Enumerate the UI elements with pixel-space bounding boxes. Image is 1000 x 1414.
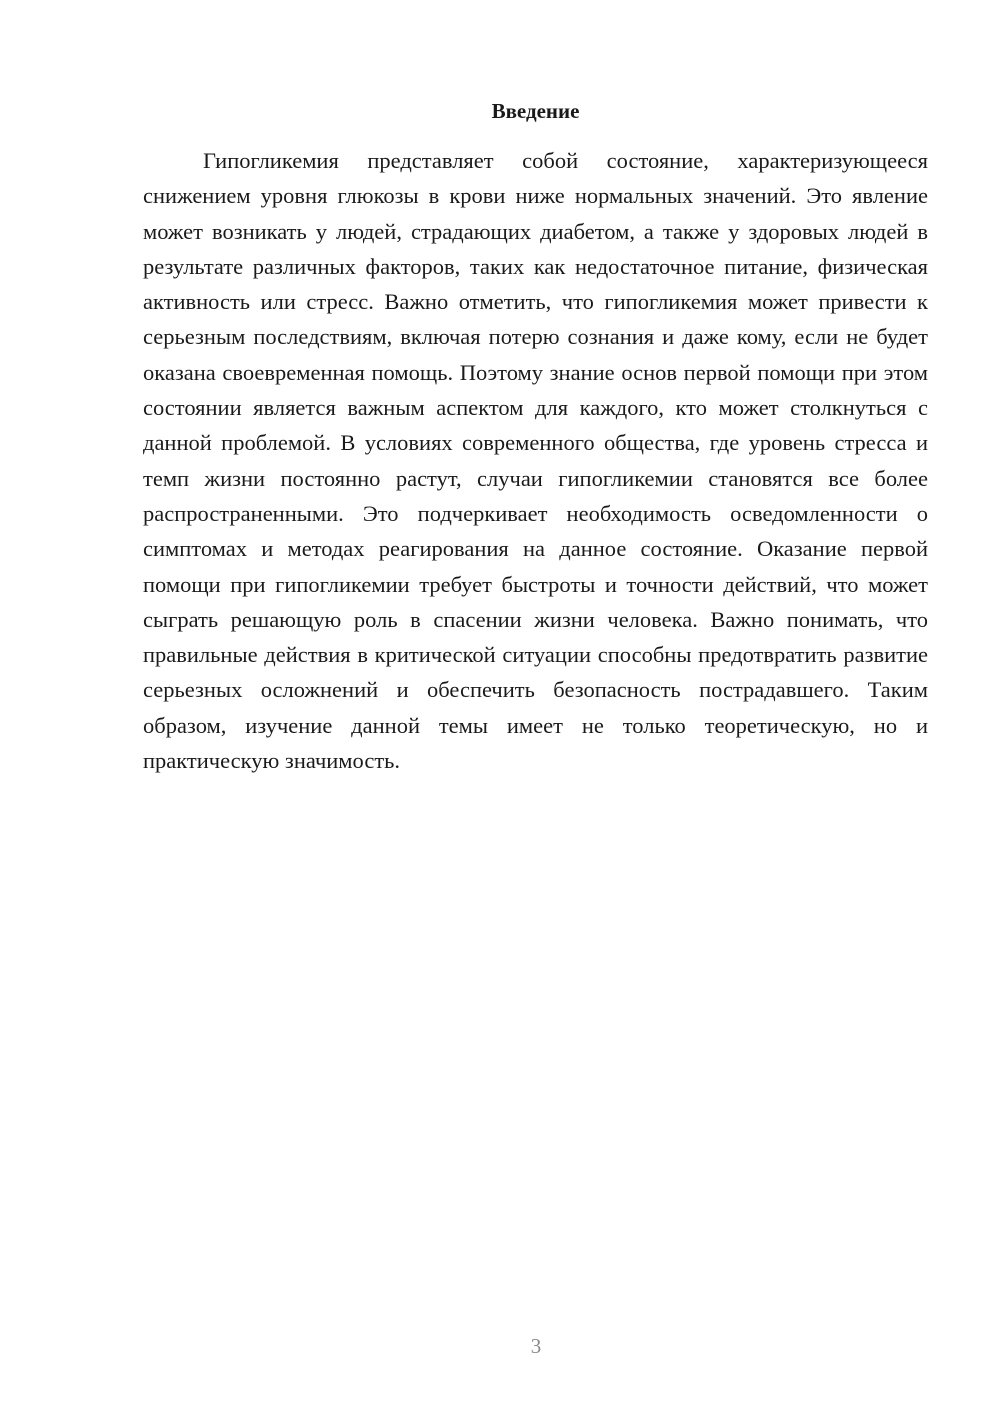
section-heading: Введение xyxy=(491,99,580,123)
body-paragraph: Гипогликемия представляет собой состояние, характеризующееся снижением уровня глюкозы в крови ниже нормальных значений. Это явление может возникать у людей, страдающих диабетом, а также у здоровых людей в результате различных факторов, таких как недостаточное питание, физическая активность или стресс. Важно отметить, что гипогликемия может привести к серьезным последствиям, включая потерю сознания и даже кому, если не будет оказана своевременная помощь. Поэтому знание основ первой помощи при этом состоянии является важным аспектом для каждого, кто может столкнуться с данной проблемой. В условиях современного общества, где уровень стресса и темп жизни постоянно растут, случаи гипогликемии становятся все более распространенными. Это подчеркивает необходимость осведомленности о симптомах и методах реагирования на данное состояние. Оказание первой помощи при гипогликемии требует быстроты и точности действий, что может сыграть решающую роль в спасении жизни человека. Важно понимать, что правильные действия в критической ситуации способны предотвратить развитие серьезных осложнений и обеспечить безопасность пострадавшего. Таким образом, изучение данной темы имеет не только теоретическую, но и практическую значимость. xyxy=(143,148,928,774)
page-number: 3 xyxy=(530,1334,542,1358)
